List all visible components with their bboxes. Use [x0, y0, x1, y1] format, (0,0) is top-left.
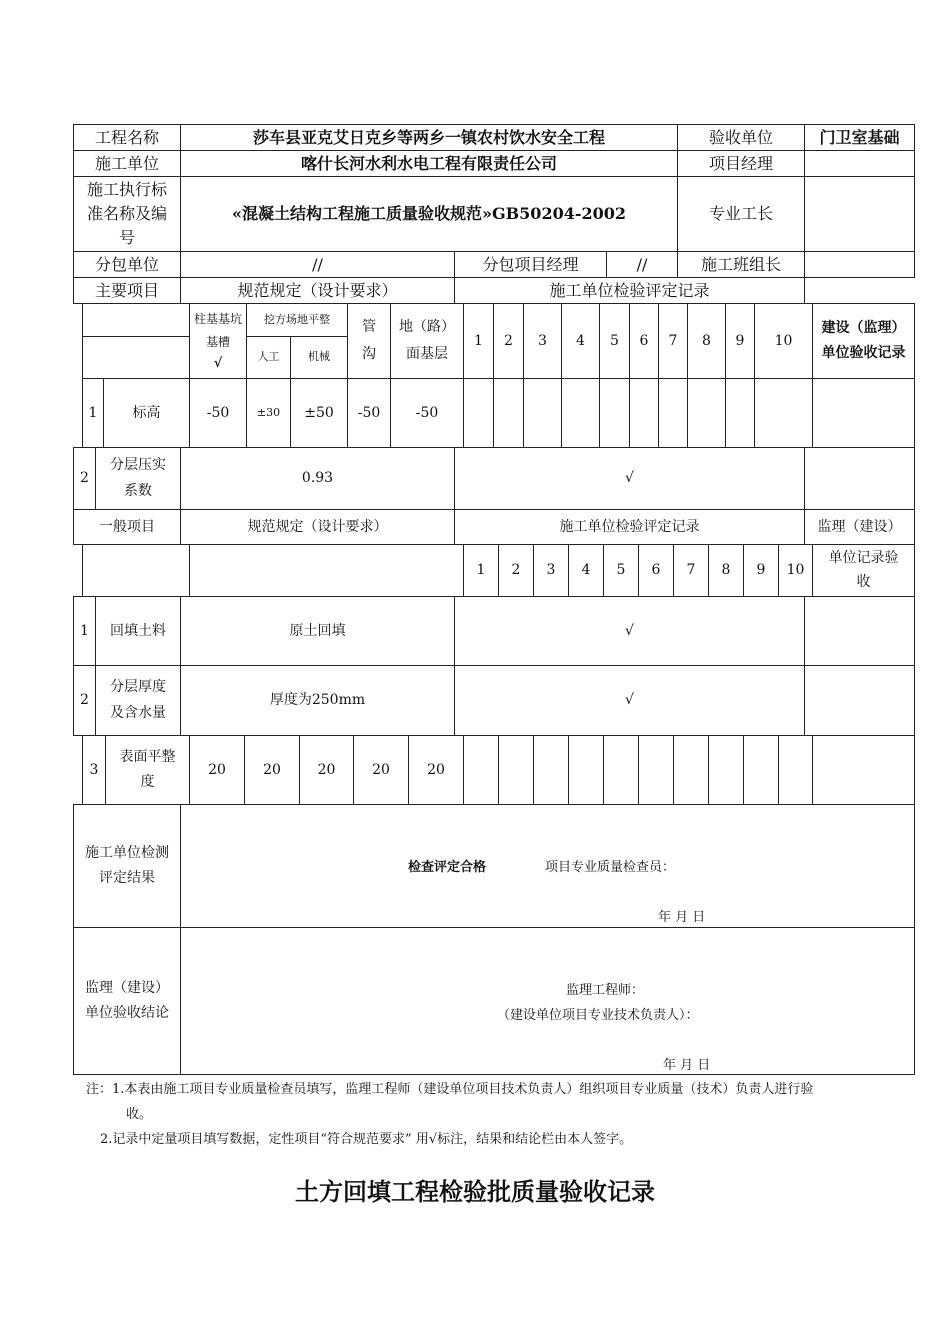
foreman-label: 专业工长: [677, 176, 805, 252]
blank-cell: [82, 303, 190, 337]
col-pit-label: 柱基基坑基槽: [194, 312, 243, 350]
acceptance-unit-value: 门卫室基础: [804, 124, 915, 151]
project-manager-value: [804, 150, 915, 177]
conclusion-label: 监理（建设）单位验收结论: [73, 927, 181, 1075]
conclusion-date: 年 月 日: [663, 1058, 711, 1073]
result-verdict: 检查评定合格: [408, 860, 487, 875]
supervision-cell: [804, 596, 915, 666]
spec-value: 原土回填: [180, 596, 455, 666]
general-supervision-sub-label: 单位记录验收: [812, 544, 915, 597]
main-record-label: 施工单位检验评定记录: [454, 277, 805, 304]
record-col-number: 8: [687, 303, 726, 379]
record-cell: [561, 378, 600, 448]
record-cell: [603, 735, 639, 805]
next-form-title: 土方回填工程检验批质量验收记录: [295, 1178, 655, 1206]
row-number: 1: [73, 596, 96, 666]
spec-value: 20: [189, 735, 245, 805]
main-items-label: 主要项目: [73, 277, 181, 304]
record-cell: [708, 735, 744, 805]
item-name: 表面平整度: [105, 735, 190, 805]
col-pipe-header: 管沟: [347, 303, 391, 379]
note-2: 2.记录中定量项目填写数据，定性项目“符合规范要求” 用√标注，结果和结论栏由本人签字。: [100, 1132, 633, 1147]
spec-value: 20: [408, 735, 464, 805]
record-cell: [463, 378, 494, 448]
record-col-number: 6: [638, 544, 674, 597]
record-col-number: 10: [754, 303, 813, 379]
record-col-number: 9: [743, 544, 779, 597]
subcontractor-label: 分包单位: [73, 251, 181, 278]
record-col-number: 10: [778, 544, 813, 597]
conclusion-area: [180, 927, 915, 1075]
row-number: 2: [73, 665, 96, 736]
item-name: 回填土料: [95, 596, 181, 666]
supervision-cell: [804, 665, 915, 736]
row-number: 1: [82, 378, 104, 448]
engineer-signature: 监理工程师：: [566, 983, 645, 998]
result-date: 年 月 日: [658, 910, 706, 925]
record-cell: [778, 735, 813, 805]
spec-value: 20: [299, 735, 354, 805]
record-col-number: 6: [629, 303, 659, 379]
item-name: 标高: [103, 378, 190, 448]
record-cell: [533, 735, 569, 805]
record-col-number: 1: [463, 303, 494, 379]
owner-signature: （建设单位项目专业技术负责人）：: [497, 1008, 699, 1023]
record-cell: [523, 378, 562, 448]
sub-pm-label: 分包项目经理: [454, 251, 607, 278]
note-1-cont: 收。: [126, 1107, 153, 1122]
spec-value: ±30: [246, 378, 291, 448]
spec-value: -50: [189, 378, 247, 448]
record-cell: [673, 735, 709, 805]
record-col-number: 5: [603, 544, 639, 597]
record-cell: [638, 735, 674, 805]
project-manager-label: 项目经理: [677, 150, 805, 177]
construction-unit-label: 施工单位: [73, 150, 181, 177]
subcontractor-value: //: [180, 251, 455, 278]
record-cell: [463, 735, 499, 805]
record-check: √: [454, 596, 805, 666]
col-excavation-header: 挖方场地平整: [246, 303, 348, 337]
record-col-number: 7: [673, 544, 709, 597]
supervision-cell: [804, 447, 915, 510]
record-col-number: 4: [561, 303, 600, 379]
row-number: 3: [82, 735, 106, 805]
supervision-cell: [812, 735, 915, 805]
standard-value: «混凝土结构工程施工质量验收规范»GB50204-2002: [180, 176, 678, 252]
general-supervision-label: 监理（建设）: [804, 509, 915, 545]
project-name-label: 工程名称: [73, 124, 181, 151]
main-supervision-label: 建设（监理）单位验收记录: [812, 303, 915, 379]
blank-cell: [189, 544, 464, 597]
record-cell: [743, 735, 779, 805]
team-leader-value: [804, 251, 915, 278]
sub-pm-value: //: [606, 251, 678, 278]
record-cell: [629, 378, 659, 448]
col-road-header: 地（路）面基层: [390, 303, 464, 379]
standard-label: 施工执行标准名称及编号: [73, 176, 181, 252]
record-check: √: [454, 447, 805, 510]
general-items-label: 一般项目: [73, 509, 181, 545]
general-spec-label: 规范规定（设计要求）: [180, 509, 455, 545]
record-cell: [754, 378, 813, 448]
record-check: √: [454, 665, 805, 736]
record-col-number: 4: [568, 544, 604, 597]
spec-value: ±50: [290, 378, 348, 448]
acceptance-unit-label: 验收单位: [677, 124, 805, 151]
record-cell: [725, 378, 755, 448]
project-name-value: 莎车县亚克艾日克乡等两乡一镇农村饮水安全工程: [180, 124, 678, 151]
record-cell: [568, 735, 604, 805]
item-name: 分层压实系数: [95, 447, 181, 510]
record-cell: [687, 378, 726, 448]
col-pit-header: [189, 303, 247, 379]
spec-value: 厚度为250mm: [180, 665, 455, 736]
blank-cell: [82, 544, 190, 597]
col-machine-header: 机械: [290, 336, 348, 379]
spec-value: -50: [347, 378, 391, 448]
col-manual-header: 人工: [246, 336, 291, 379]
supervision-cell: [812, 378, 915, 448]
main-spec-label: 规范规定（设计要求）: [180, 277, 455, 304]
record-col-number: 3: [533, 544, 569, 597]
item-name: 分层厚度及含水量: [95, 665, 181, 736]
spec-value: 20: [353, 735, 409, 805]
record-col-number: 9: [725, 303, 755, 379]
record-col-number: 8: [708, 544, 744, 597]
record-col-number: 2: [498, 544, 534, 597]
record-col-number: 7: [658, 303, 688, 379]
foreman-value: [804, 176, 915, 252]
inspector-signature: 项目专业质量检查员：: [545, 860, 676, 875]
record-cell: [599, 378, 630, 448]
check-mark: √: [213, 356, 223, 372]
note-1: 注：1.本表由施工项目专业质量检查员填写，监理工程师（建设单位项目技术负责人）组织项目专业质量（技术）负责人进行验: [86, 1082, 814, 1097]
result-label: 施工单位检测评定结果: [73, 804, 181, 928]
general-record-label: 施工单位检验评定记录: [454, 509, 805, 545]
blank-cell: [82, 336, 190, 379]
record-col-number: 5: [599, 303, 630, 379]
team-leader-label: 施工班组长: [677, 251, 805, 278]
record-cell: [658, 378, 688, 448]
spec-value: 0.93: [180, 447, 455, 510]
record-col-number: 3: [523, 303, 562, 379]
record-cell: [493, 378, 524, 448]
record-col-number: 1: [463, 544, 499, 597]
spec-value: 20: [244, 735, 300, 805]
row-number: 2: [73, 447, 96, 510]
record-col-number: 2: [493, 303, 524, 379]
record-cell: [498, 735, 534, 805]
spec-value: -50: [390, 378, 464, 448]
construction-unit-value: 喀什长河水利水电工程有限责任公司: [180, 150, 678, 177]
